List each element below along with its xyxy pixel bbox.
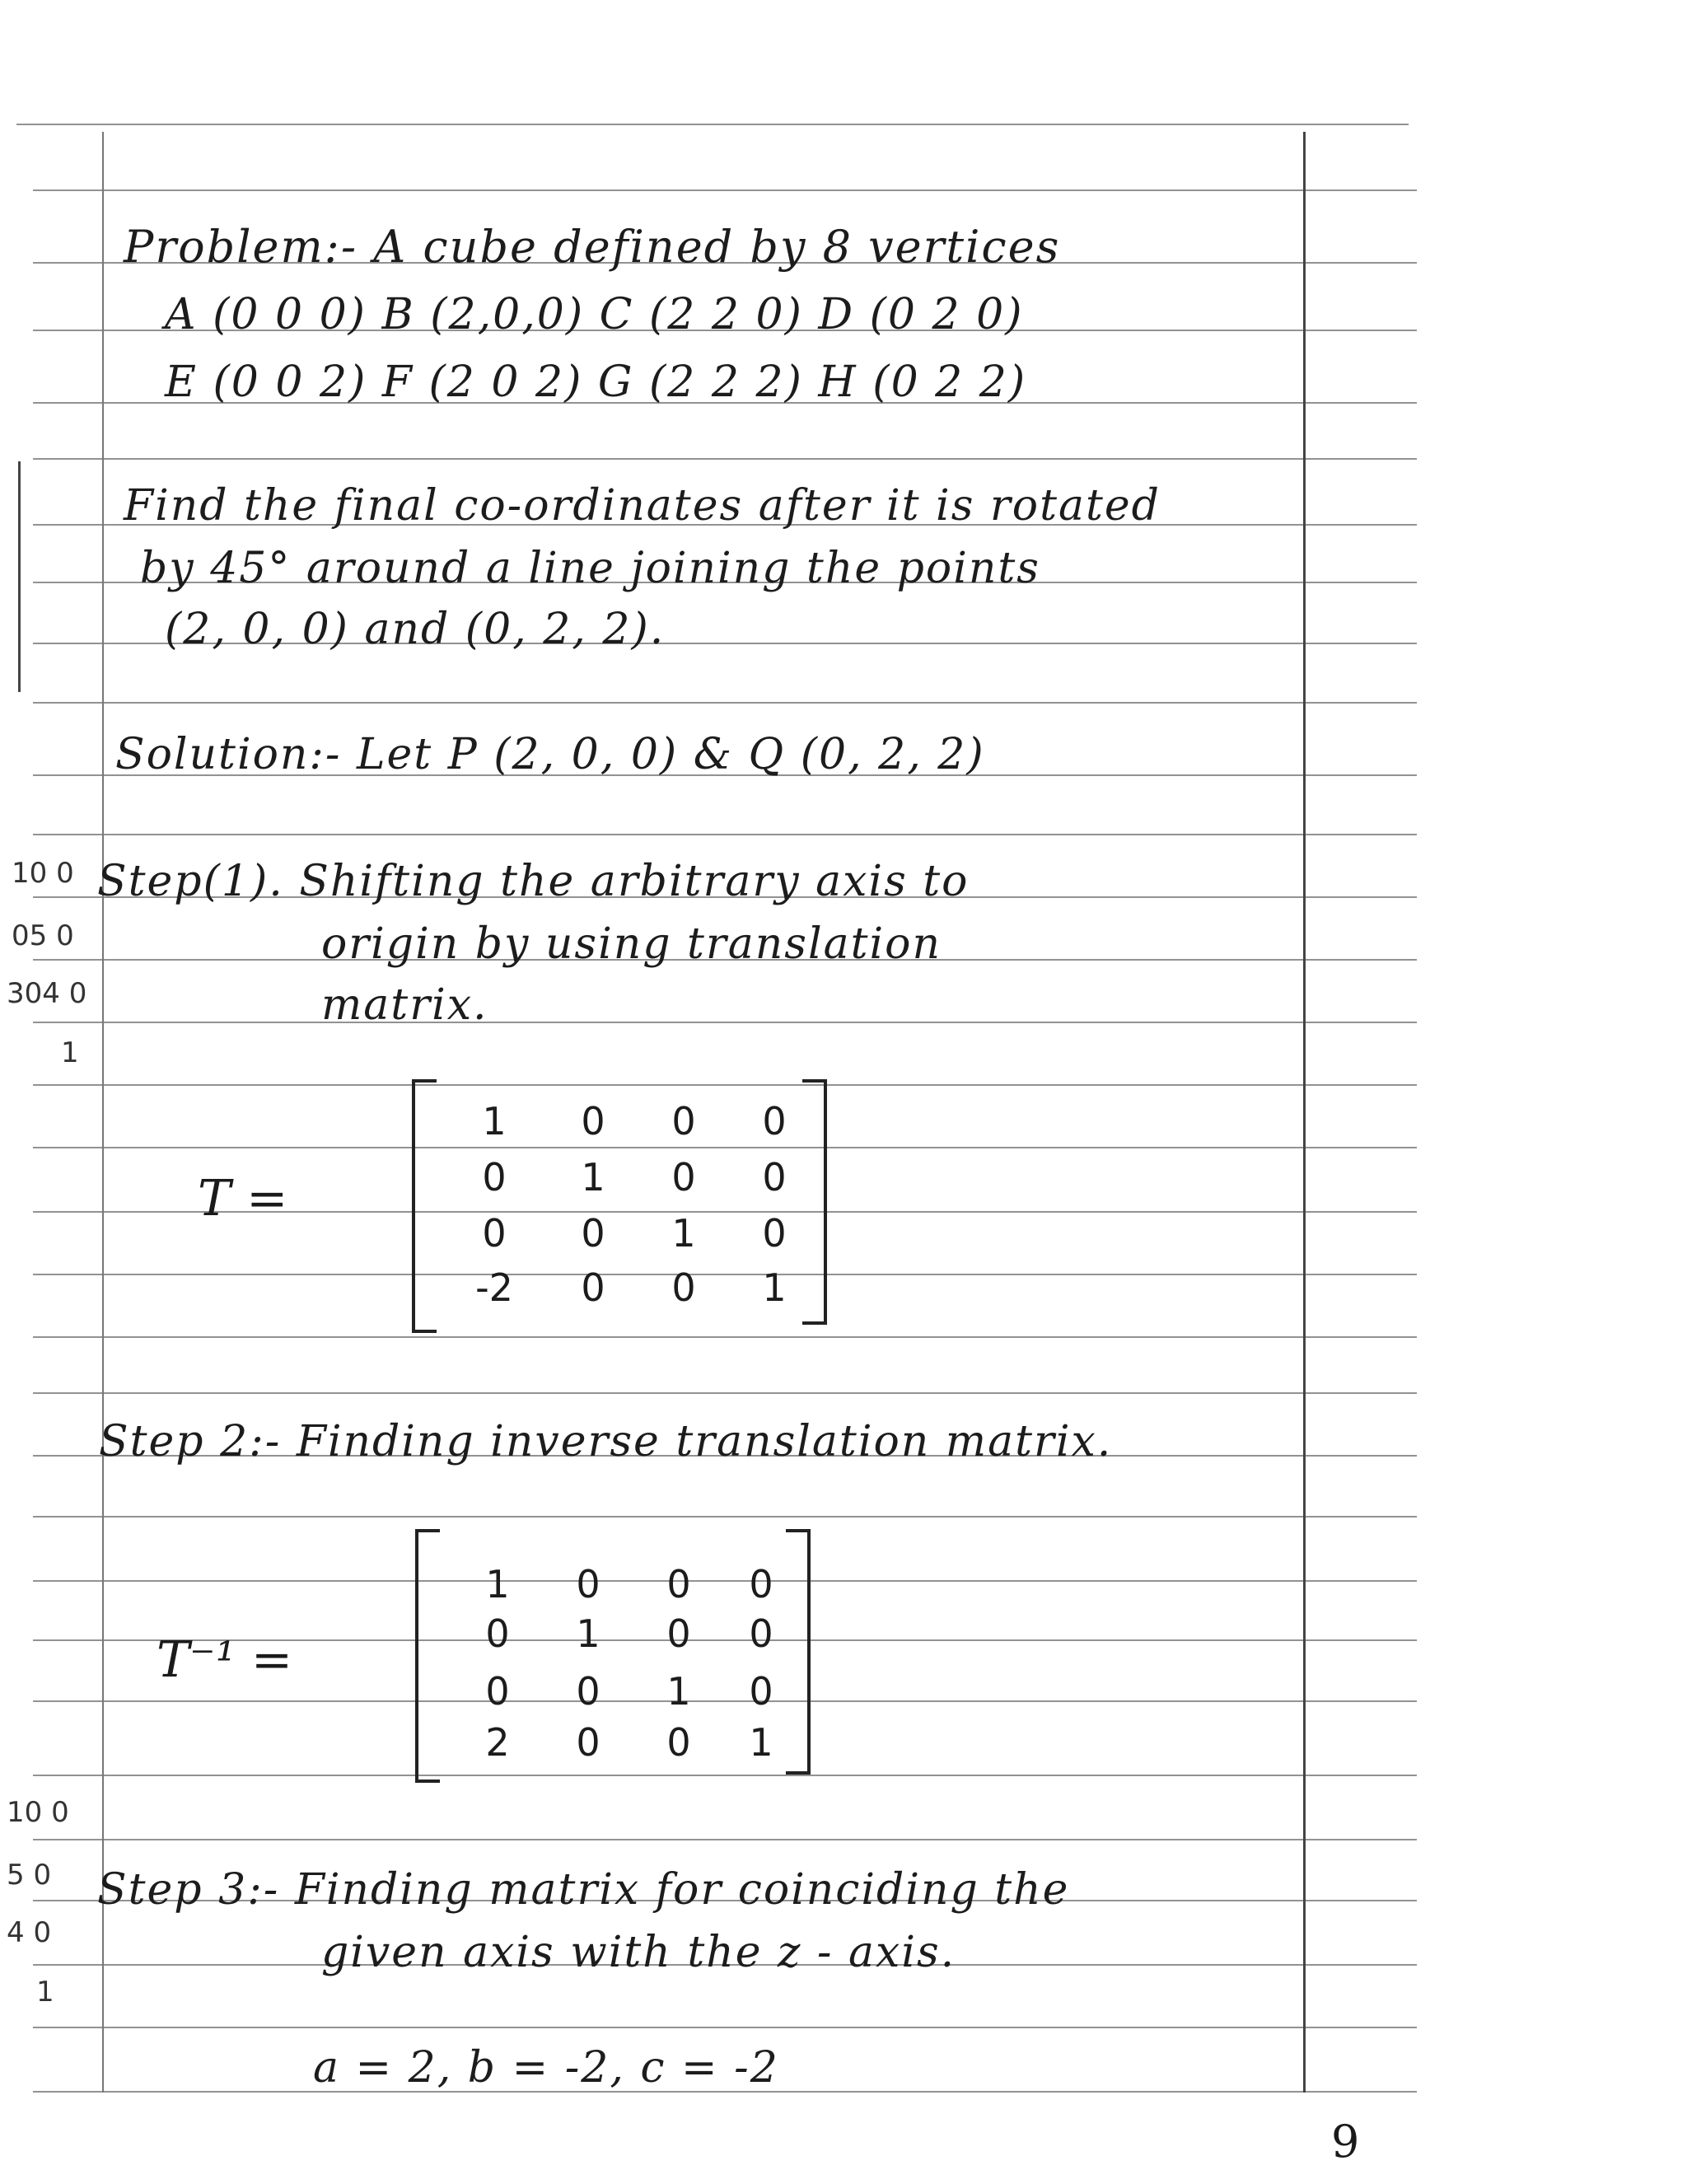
page-number: 9 bbox=[1331, 2116, 1360, 2168]
matrix-cell: 0 bbox=[749, 1562, 773, 1606]
ruled-line bbox=[33, 1839, 1417, 1840]
ruled-line bbox=[33, 834, 1417, 835]
margin-note: 4 0 bbox=[7, 1916, 52, 1949]
matrix-cell: 0 bbox=[671, 1099, 696, 1143]
matrix-cell: 1 bbox=[485, 1562, 510, 1606]
ruled-line bbox=[33, 1516, 1417, 1518]
matrix-cell: 0 bbox=[671, 1265, 696, 1310]
step1-matrix-label: T = bbox=[198, 1170, 288, 1228]
matrix-cell: 0 bbox=[666, 1720, 691, 1765]
problem-line-4: Find the final co-ordinates after it is rotated bbox=[124, 481, 1161, 531]
step3-line-2: given axis with the z - axis. bbox=[321, 1928, 956, 1977]
solution-line-1: Solution:- Let P (2, 0, 0) & Q (0, 2, 2) bbox=[115, 730, 985, 779]
matrix-cell: 0 bbox=[671, 1155, 696, 1200]
matrix-cell: 0 bbox=[576, 1562, 600, 1606]
problem-line-1: Problem:- A cube defined by 8 vertices bbox=[124, 221, 1061, 273]
step3-line-3: a = 2, b = -2, c = -2 bbox=[313, 2043, 779, 2093]
matrix-cell: 0 bbox=[749, 1611, 773, 1656]
matrix-cell: 1 bbox=[666, 1669, 691, 1714]
ruled-line bbox=[33, 189, 1417, 191]
matrix-cell: 1 bbox=[671, 1211, 696, 1256]
matrix-cell: 2 bbox=[485, 1720, 510, 1765]
problem-line-6: (2, 0, 0) and (0, 2, 2). bbox=[165, 605, 666, 654]
ruled-line bbox=[33, 1022, 1417, 1023]
step3-line-1: Step 3:- Finding matrix for coinciding the bbox=[97, 1865, 1070, 1915]
margin-note: 05 0 bbox=[12, 919, 74, 952]
matrix-cell: 0 bbox=[762, 1211, 787, 1256]
problem-line-2: A (0 0 0) B (2,0,0) C (2 2 0) D (0 2 0) bbox=[165, 290, 1024, 339]
translation-matrix bbox=[412, 1079, 840, 1335]
matrix-cell: 0 bbox=[666, 1611, 691, 1656]
matrix-cell: 1 bbox=[749, 1720, 773, 1765]
matrix-bracket-left bbox=[415, 1529, 440, 1783]
matrix-cell: 1 bbox=[576, 1611, 600, 1656]
matrix-cell: 0 bbox=[482, 1155, 507, 1200]
margin-note: 1 bbox=[36, 1976, 54, 2009]
matrix-cell: 0 bbox=[749, 1669, 773, 1714]
step1-line-2: origin by using translation bbox=[321, 919, 942, 969]
margin-note: 1 bbox=[61, 1036, 79, 1069]
bracket-mark bbox=[18, 461, 21, 692]
step2-matrix-label: T⁻¹ = bbox=[157, 1631, 293, 1689]
left-margin-line bbox=[102, 132, 104, 2093]
matrix-cell: 0 bbox=[581, 1211, 605, 1256]
inverse-translation-matrix bbox=[415, 1529, 827, 1784]
margin-note: 10 0 bbox=[12, 857, 74, 890]
step1-line-3: matrix. bbox=[321, 980, 488, 1030]
ruled-line bbox=[33, 458, 1417, 460]
step2-line-1: Step 2:- Finding inverse translation matrix. bbox=[99, 1417, 1113, 1466]
matrix-cell: 1 bbox=[482, 1099, 507, 1143]
matrix-cell: 0 bbox=[666, 1562, 691, 1606]
margin-note: 304 0 bbox=[7, 977, 87, 1010]
matrix-cell: 0 bbox=[581, 1265, 605, 1310]
ruled-line bbox=[33, 1392, 1417, 1394]
matrix-cell: 0 bbox=[485, 1611, 510, 1656]
matrix-cell: 0 bbox=[576, 1720, 600, 1765]
matrix-cell: 0 bbox=[762, 1155, 787, 1200]
matrix-cell: -2 bbox=[475, 1265, 513, 1310]
right-margin-line bbox=[1303, 132, 1306, 2093]
matrix-bracket-left bbox=[412, 1079, 437, 1333]
matrix-cell: 0 bbox=[485, 1669, 510, 1714]
ruled-line bbox=[33, 1336, 1417, 1338]
ruled-line bbox=[33, 2027, 1417, 2028]
matrix-cell: 0 bbox=[576, 1669, 600, 1714]
margin-note: 5 0 bbox=[7, 1859, 52, 1892]
ruled-line bbox=[33, 702, 1417, 704]
problem-line-5: by 45° around a line joining the points bbox=[140, 544, 1040, 593]
margin-note: 10 0 bbox=[7, 1796, 69, 1829]
matrix-cell: 0 bbox=[581, 1099, 605, 1143]
matrix-cell: 1 bbox=[581, 1155, 605, 1200]
header-rule bbox=[16, 124, 1409, 125]
matrix-cell: 0 bbox=[482, 1211, 507, 1256]
problem-line-3: E (0 0 2) F (2 0 2) G (2 2 2) H (0 2 2) bbox=[165, 358, 1027, 407]
matrix-cell: 1 bbox=[762, 1265, 787, 1310]
step1-line-1: Step(1). Shifting the arbitrary axis to bbox=[97, 857, 970, 906]
matrix-cell: 0 bbox=[762, 1099, 787, 1143]
